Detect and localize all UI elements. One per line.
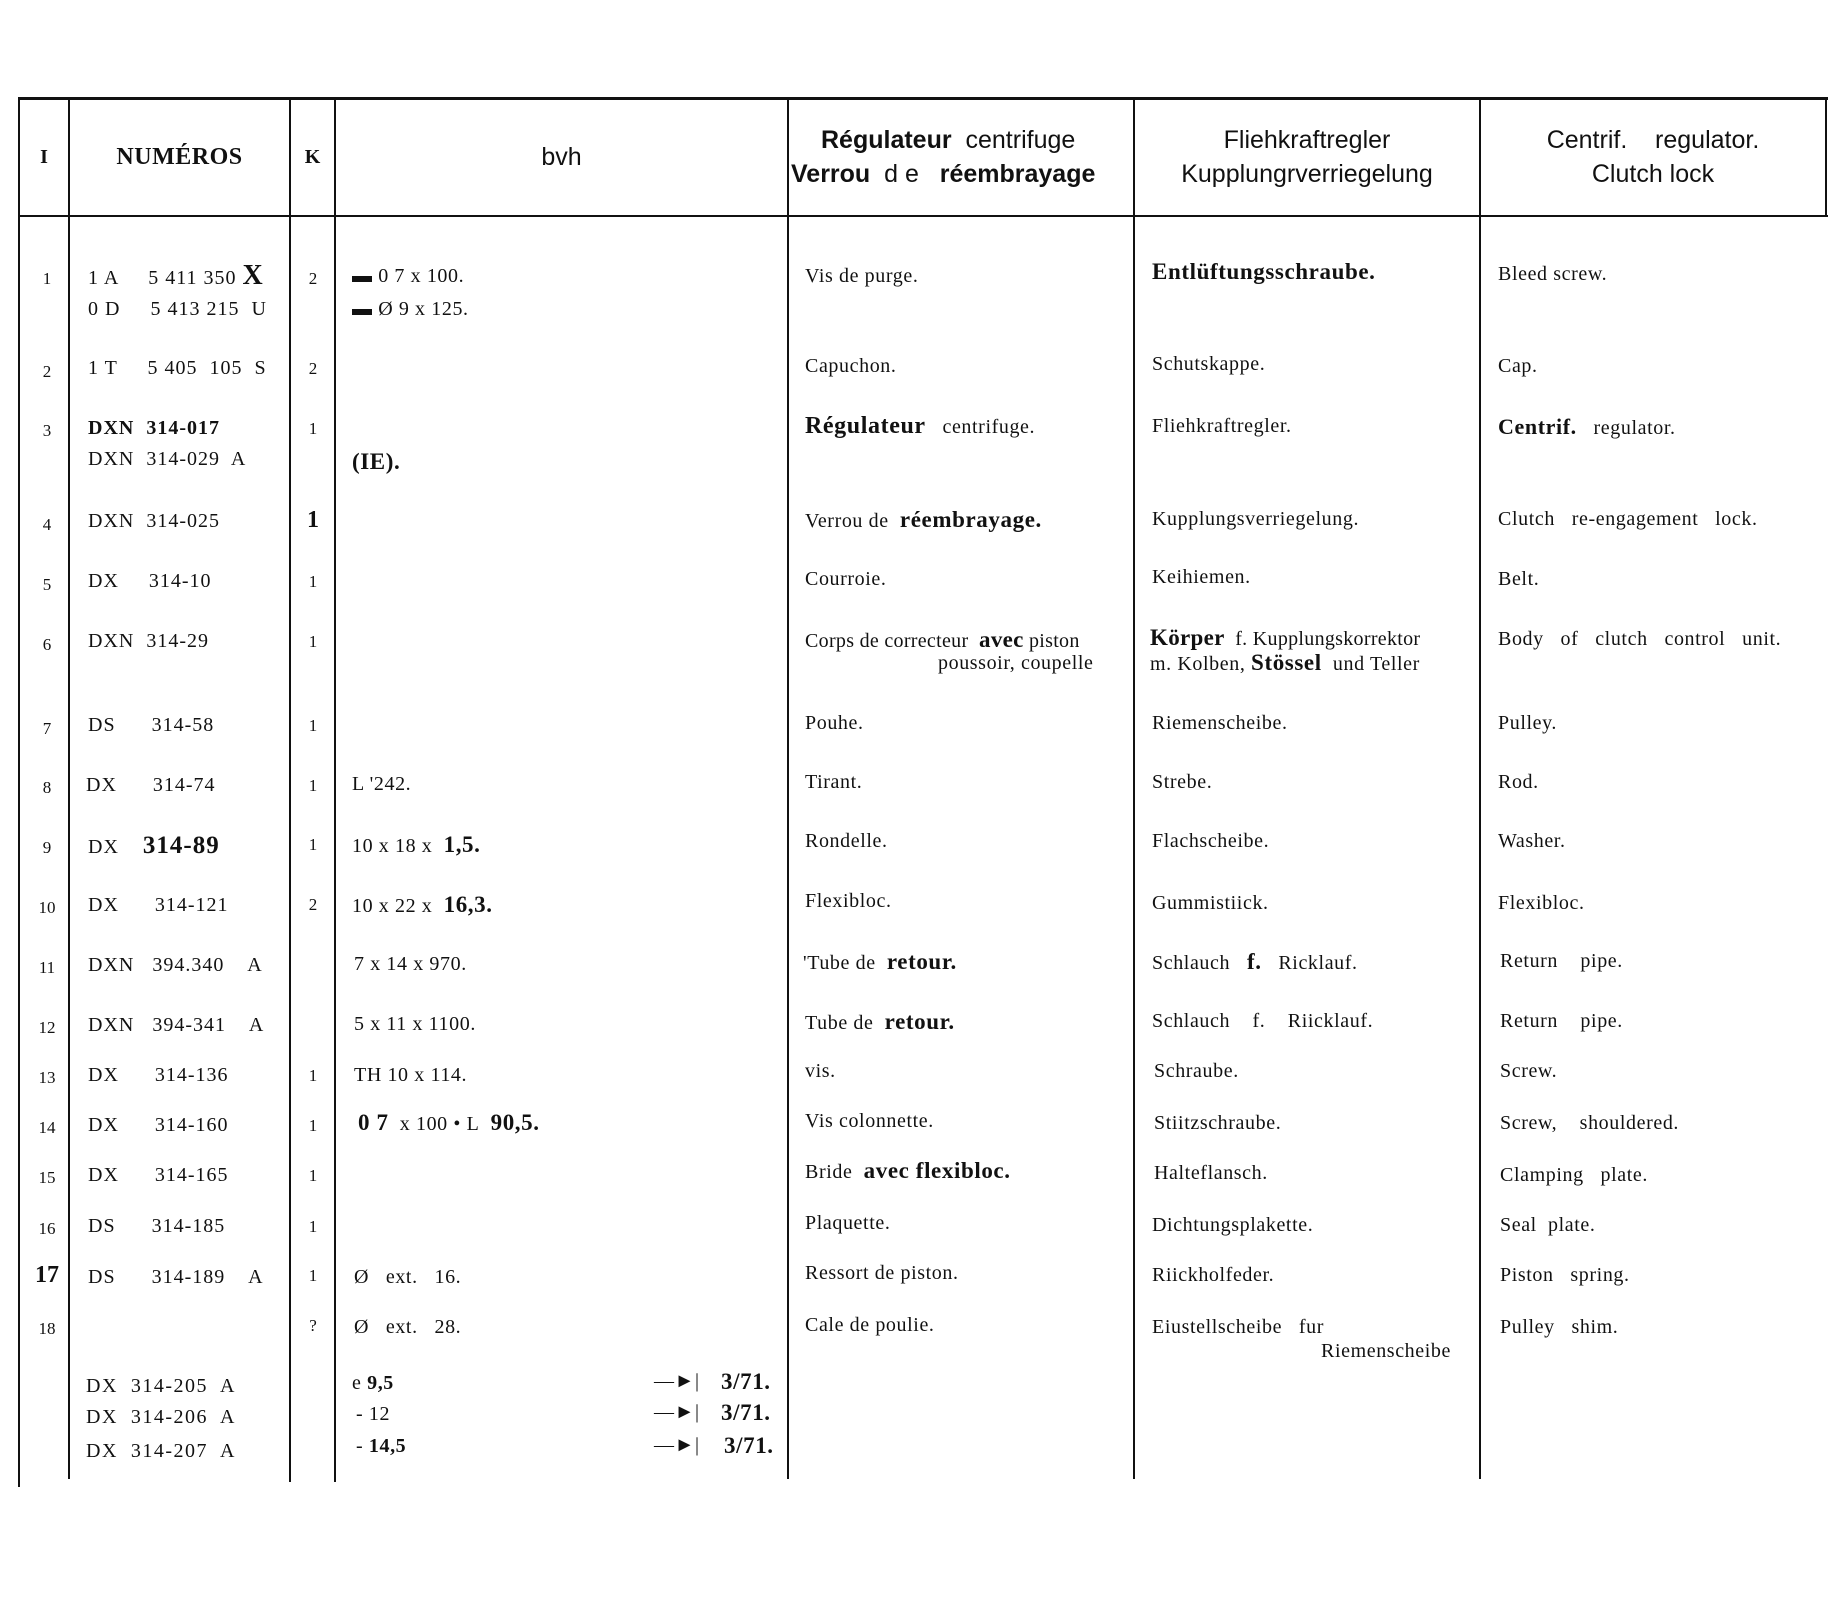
row-number: 15 bbox=[38, 1168, 56, 1187]
date: 3/71. bbox=[724, 1433, 774, 1458]
row-number: 14 bbox=[38, 1118, 56, 1137]
header-numeros: NUMÉROS bbox=[116, 143, 243, 170]
quantity: 2 bbox=[308, 359, 318, 378]
row-number: 7 bbox=[42, 719, 52, 738]
col-divider bbox=[787, 97, 789, 1479]
row-number: 2 bbox=[42, 362, 52, 381]
dimension: (IE). bbox=[352, 449, 401, 474]
desc-en: Piston spring. bbox=[1500, 1264, 1630, 1286]
desc-de-cont: m. Kolben, Stössel und Teller bbox=[1150, 650, 1420, 675]
part-number: DXN 314-017 bbox=[88, 417, 220, 439]
col-divider bbox=[1133, 97, 1135, 1479]
header-english bbox=[1481, 99, 1825, 215]
part-number: DX 314-136 bbox=[88, 1064, 229, 1086]
header-index: I bbox=[40, 145, 48, 168]
desc-en: Flexibloc. bbox=[1498, 892, 1585, 914]
row-number: 12 bbox=[38, 1018, 56, 1037]
quantity: 1 bbox=[308, 632, 318, 651]
header-fr-bold: Régulateur bbox=[821, 126, 952, 154]
part-number: 1 A 5 411 350 X bbox=[88, 260, 264, 291]
desc-fr: Bride avec flexibloc. bbox=[805, 1158, 1011, 1183]
quantity: 1 bbox=[308, 1166, 318, 1185]
desc-fr: Vis colonnette. bbox=[805, 1110, 934, 1132]
col-divider bbox=[1825, 97, 1827, 215]
quantity: 1 bbox=[308, 776, 318, 795]
row-number: 4 bbox=[42, 515, 52, 534]
desc-de: Schlauch f. Riicklauf. bbox=[1152, 1010, 1374, 1032]
dimension: 10 x 18 x 1,5. bbox=[352, 832, 481, 857]
quantity: 2 bbox=[308, 895, 318, 914]
row-number: 18 bbox=[38, 1319, 56, 1338]
row-number: 3 bbox=[42, 421, 52, 440]
quantity: ? bbox=[309, 1316, 317, 1335]
desc-fr: Pouhe. bbox=[805, 712, 864, 734]
dimension: 10 x 22 x 16,3. bbox=[352, 892, 493, 917]
part-number: DS 314-189 A bbox=[88, 1266, 264, 1288]
desc-fr: 'Tube de retour. bbox=[803, 949, 957, 974]
desc-en: Screw, shouldered. bbox=[1500, 1112, 1680, 1134]
desc-fr: Régulateur centrifuge. bbox=[805, 413, 1036, 439]
desc-de: Halteflansch. bbox=[1154, 1162, 1268, 1184]
arrow-icon: —►| bbox=[654, 1401, 700, 1423]
quantity: 1 bbox=[308, 1116, 318, 1135]
row-number: 8 bbox=[42, 778, 52, 797]
header-fr-de: d e bbox=[884, 160, 919, 188]
quantity: 1 bbox=[308, 572, 318, 591]
quantity: 1 bbox=[308, 1066, 318, 1085]
part-number: DXN 314-025 bbox=[88, 510, 220, 532]
desc-en: Return pipe. bbox=[1500, 1010, 1623, 1032]
desc-de: Strebe. bbox=[1152, 771, 1213, 793]
desc-de: Kupplungsverriegelung. bbox=[1152, 508, 1360, 530]
part-number: DX 314-165 bbox=[88, 1164, 229, 1186]
part-number-alt: DXN 314-029 A bbox=[88, 448, 247, 470]
part-number: DS 314-58 bbox=[88, 714, 215, 736]
desc-en: Screw. bbox=[1500, 1060, 1558, 1082]
dimension: e 9,5 bbox=[352, 1372, 394, 1394]
header-en-line2: Clutch lock bbox=[1591, 160, 1715, 188]
part-number: DX 314-121 bbox=[88, 894, 229, 916]
dimension: 5 x 11 x 1100. bbox=[354, 1013, 476, 1035]
part-number: DX 314-89 bbox=[88, 832, 220, 859]
desc-de: Stiitzschraube. bbox=[1154, 1112, 1282, 1134]
desc-en: Centrif. regulator. bbox=[1498, 414, 1676, 439]
desc-de: Schlauch f. Ricklauf. bbox=[1152, 949, 1358, 974]
date: 3/71. bbox=[721, 1400, 771, 1425]
header-en-line1: Centrif. regulator. bbox=[1546, 126, 1760, 154]
desc-en: Pulley. bbox=[1498, 712, 1558, 734]
row-number: 17 bbox=[35, 1262, 59, 1288]
desc-en: Washer. bbox=[1498, 830, 1566, 852]
row-number: 6 bbox=[42, 635, 52, 654]
row-number: 13 bbox=[38, 1068, 56, 1087]
part-number: 1 T 5 405 105 S bbox=[88, 357, 267, 379]
row-number: 5 bbox=[42, 575, 52, 594]
desc-de: Schraube. bbox=[1154, 1060, 1239, 1082]
desc-en: Body of clutch control unit. bbox=[1498, 628, 1782, 650]
dimension: L '242. bbox=[352, 773, 412, 795]
desc-en: Bleed screw. bbox=[1498, 263, 1608, 285]
desc-de: Fliehkraftregler. bbox=[1152, 415, 1292, 437]
desc-fr: Rondelle. bbox=[805, 830, 888, 852]
dimension: - 12 bbox=[356, 1403, 391, 1425]
desc-fr: Tirant. bbox=[805, 771, 863, 793]
desc-de: Gummistiick. bbox=[1152, 892, 1269, 914]
header-de-line2: Kupplungrverriegelung bbox=[1181, 160, 1433, 188]
desc-fr: Plaquette. bbox=[805, 1212, 891, 1234]
arrow-icon: —►| bbox=[654, 1434, 700, 1456]
row-number: 9 bbox=[42, 838, 52, 857]
part-number: DX 314-206 A bbox=[86, 1406, 236, 1428]
dimension: TH 10 x 114. bbox=[354, 1064, 468, 1086]
dimension: 7 x 14 x 970. bbox=[354, 953, 467, 975]
col-divider bbox=[68, 97, 70, 1479]
part-number: DXN 394-341 A bbox=[88, 1014, 265, 1036]
desc-en: Cap. bbox=[1498, 355, 1538, 377]
desc-fr: Flexibloc. bbox=[805, 890, 892, 912]
part-number: DX 314-74 bbox=[86, 774, 216, 796]
row-number: 1 bbox=[42, 269, 52, 288]
desc-de: Entlüftungsschraube. bbox=[1152, 259, 1376, 284]
desc-fr: Tube de retour. bbox=[805, 1009, 955, 1034]
desc-de: Riickholfeder. bbox=[1152, 1264, 1275, 1286]
part-number: DX 314-207 A bbox=[86, 1440, 236, 1462]
desc-de: Riemenscheibe. bbox=[1152, 712, 1288, 734]
quantity: 1 bbox=[307, 507, 319, 533]
desc-fr: Corps de correcteur avec piston bbox=[805, 627, 1080, 652]
desc-en: Pulley shim. bbox=[1500, 1316, 1619, 1338]
col-divider bbox=[334, 97, 336, 1482]
desc-fr: Verrou de réembrayage. bbox=[805, 507, 1042, 532]
row-number: 16 bbox=[38, 1219, 56, 1238]
dimension: Ø ext. 16. bbox=[354, 1266, 462, 1288]
desc-fr: vis. bbox=[805, 1060, 836, 1082]
quantity: 1 bbox=[308, 1217, 318, 1236]
arrow-icon: —►| bbox=[654, 1370, 700, 1392]
row-number: 10 bbox=[38, 898, 56, 917]
quantity: 1 bbox=[308, 716, 318, 735]
desc-de: Körper f. Kupplungskorrektor bbox=[1150, 625, 1421, 650]
col-divider bbox=[18, 97, 20, 1487]
header-fr-verrou: Verrou bbox=[791, 160, 871, 188]
part-number: DXN 394.340 A bbox=[88, 954, 263, 976]
dimension-alt: ▬ Ø 9 x 125. bbox=[352, 298, 469, 320]
part-number: DX 314-10 bbox=[88, 570, 212, 592]
desc-en: Clutch re-engagement lock. bbox=[1498, 508, 1758, 530]
dimension: 0 7 x 100 • L 90,5. bbox=[358, 1110, 540, 1135]
desc-fr: Capuchon. bbox=[805, 355, 897, 377]
quantity: 2 bbox=[308, 269, 318, 288]
dimension: ▬ 0 7 x 100. bbox=[352, 265, 465, 287]
desc-de: Dichtungsplakette. bbox=[1152, 1214, 1314, 1236]
quantity: 1 bbox=[308, 419, 318, 438]
desc-en: Seal plate. bbox=[1500, 1214, 1596, 1236]
header-de-line1: Fliehkraftregler bbox=[1223, 126, 1391, 154]
desc-fr: Cale de poulie. bbox=[805, 1314, 935, 1336]
desc-fr: Courroie. bbox=[805, 568, 887, 590]
col-divider bbox=[289, 97, 291, 1482]
header-french bbox=[789, 99, 1133, 215]
desc-de: Eiustellscheibe fur bbox=[1152, 1316, 1324, 1338]
part-number: DX 314-160 bbox=[88, 1114, 229, 1136]
quantity: 1 bbox=[308, 835, 318, 854]
dimension: Ø ext. 28. bbox=[354, 1316, 462, 1338]
desc-fr: Ressort de piston. bbox=[805, 1262, 959, 1284]
header-bvh: bvh bbox=[541, 143, 582, 171]
dimension: - 14,5 bbox=[356, 1435, 407, 1457]
header-fr-reembrayage: réembrayage bbox=[939, 160, 1096, 188]
desc-en: Clamping plate. bbox=[1500, 1164, 1648, 1186]
part-number: DXN 314-29 bbox=[88, 630, 209, 652]
desc-fr-cont: poussoir, coupelle bbox=[938, 652, 1094, 674]
header-k: K bbox=[304, 145, 321, 168]
part-number: DX 314-205 A bbox=[86, 1375, 236, 1397]
desc-de-cont: Riemenscheibe bbox=[1321, 1340, 1451, 1362]
desc-en: Rod. bbox=[1498, 771, 1539, 793]
col-divider bbox=[1479, 97, 1481, 1479]
header-german bbox=[1135, 99, 1479, 215]
desc-de: Flachscheibe. bbox=[1152, 830, 1270, 852]
desc-de: Schutskappe. bbox=[1152, 353, 1266, 375]
part-number: DS 314-185 bbox=[88, 1215, 226, 1237]
quantity: 1 bbox=[308, 1266, 318, 1285]
desc-en: Belt. bbox=[1498, 568, 1540, 590]
part-number-alt: 0 D 5 413 215 U bbox=[88, 298, 267, 320]
row-number: 11 bbox=[38, 958, 56, 977]
desc-en: Return pipe. bbox=[1500, 950, 1623, 972]
desc-fr: Vis de purge. bbox=[805, 265, 919, 287]
desc-de: Keihiemen. bbox=[1152, 566, 1251, 588]
date: 3/71. bbox=[721, 1369, 771, 1394]
header-fr-rest: centrifuge bbox=[965, 126, 1076, 154]
